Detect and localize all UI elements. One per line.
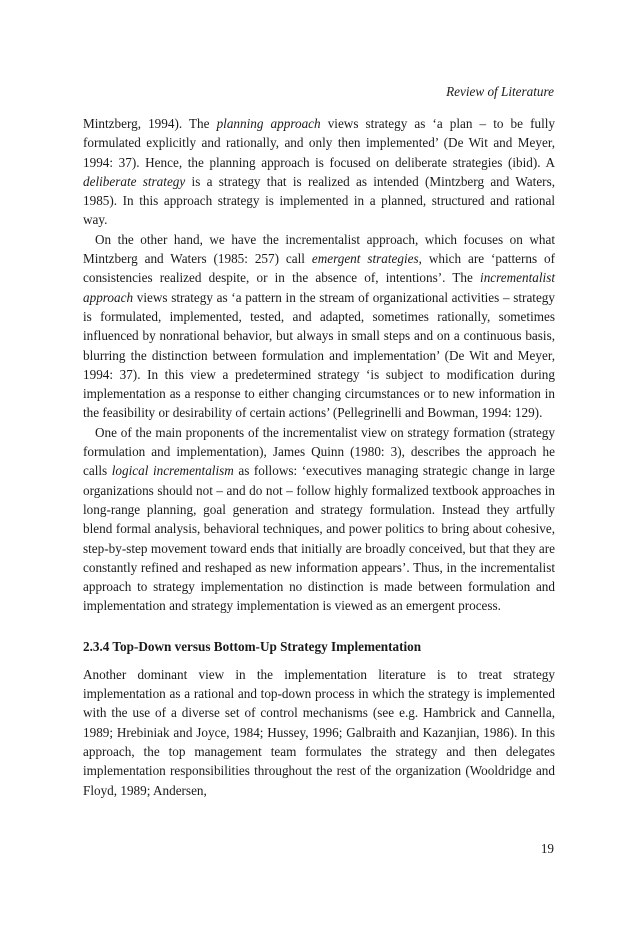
text-segment: views strategy as ‘a plan – to be fully formulated explicitly and rationally, and only then implemented’ (De Wit and Meyer, 1994: 37). Hence, the planning approach is focused on deliberate strategies (ibid). A	[83, 116, 555, 170]
page-number: 19	[540, 841, 554, 856]
term-logical-incrementalism: logical incrementalism	[111, 463, 234, 479]
term-emergent-strategies: emergent strategies	[311, 251, 419, 267]
text-segment: views strategy as ‘a pattern in the stream of organizational activities – strategy is formulated, implemented, tested, and adapted, sometimes rationally, sometimes influenced by nonrational behavior, but always in small steps and on a continuous basis, blurring the distinction between formulation and implementation’ (De Wit and Meyer, 1994: 37). In this view a predetermined strategy ‘is subject to modification during implementation as a response to either changing circumstances or to new information in the feasibility or desirability of certain actions’ (Pellegrinelli and Bowman, 1994: 129).	[83, 289, 555, 421]
text-segment: is a strategy that is realized as intended (Mintzberg and Waters, 1985). In this approach strategy is implemented in a planned, structured and rational way.	[83, 173, 555, 228]
paragraph-planning-approach	[83, 114, 555, 230]
text-segment: , which are ‘patterns of consistencies realized despite, or in the absence of, intentions’. The	[83, 251, 555, 286]
text-segment: On the other hand, we have the incrementalist approach, which focuses on what Mintzberg and Waters (1985: 257) call	[83, 231, 555, 267]
section-heading: 2.3.4 Top-Down versus Bottom-Up Strategy Implementation	[83, 638, 422, 654]
term-incrementalist-approach: incrementalist approach	[83, 270, 555, 305]
term-planning-approach: planning approach	[216, 116, 321, 131]
text-segment: Mintzberg, 1994). The	[83, 116, 217, 131]
running-header: Review of Literature	[446, 84, 554, 99]
paragraph-incrementalist-approach	[83, 230, 555, 423]
paragraph-top-down: Another dominant view in the implementation literature is to treat strategy implementation as a rational and top-down process in which the strategy is implemented with the use of a diverse set of control mechanisms (see e.g. Hambrick and Cannella, 1989; Hrebiniak and Joyce, 1984; Hussey, 1996; Galbraith and Kazanjian, 1986). In this approach, the top management team formulates the strategy and then delegates implementation responsibilities throughout the rest of the organization (Wooldridge and Floyd, 1989; Andersen,	[83, 666, 555, 798]
term-deliberate-strategy: deliberate strategy	[83, 173, 186, 189]
text-segment: One of the main proponents of the incrementalist view on strategy formation (strategy formulation and implementation), James Quinn (1980: 3), describes the approach he calls	[83, 424, 555, 479]
page-body	[83, 114, 555, 800]
paragraph-logical-incrementalism	[83, 423, 555, 616]
text-segment: as follows: ‘executives managing strategic change in large organizations should not – and do not – follow highly formalized textbook approaches in long-range planning, goal generation and strategy formulation. Instead they artfully blend formal analysis, behavioral techniques, and power politics to bring about cohesive, step-by-step movement toward ends that initially are broadly conceived, but that they are constantly refined and reshaped as new information appears’. Thus, in the incrementalist approach to strategy implementation no distinction is made between formulation and implementation and strategy implementation is viewed as an emergent process.	[83, 463, 556, 614]
